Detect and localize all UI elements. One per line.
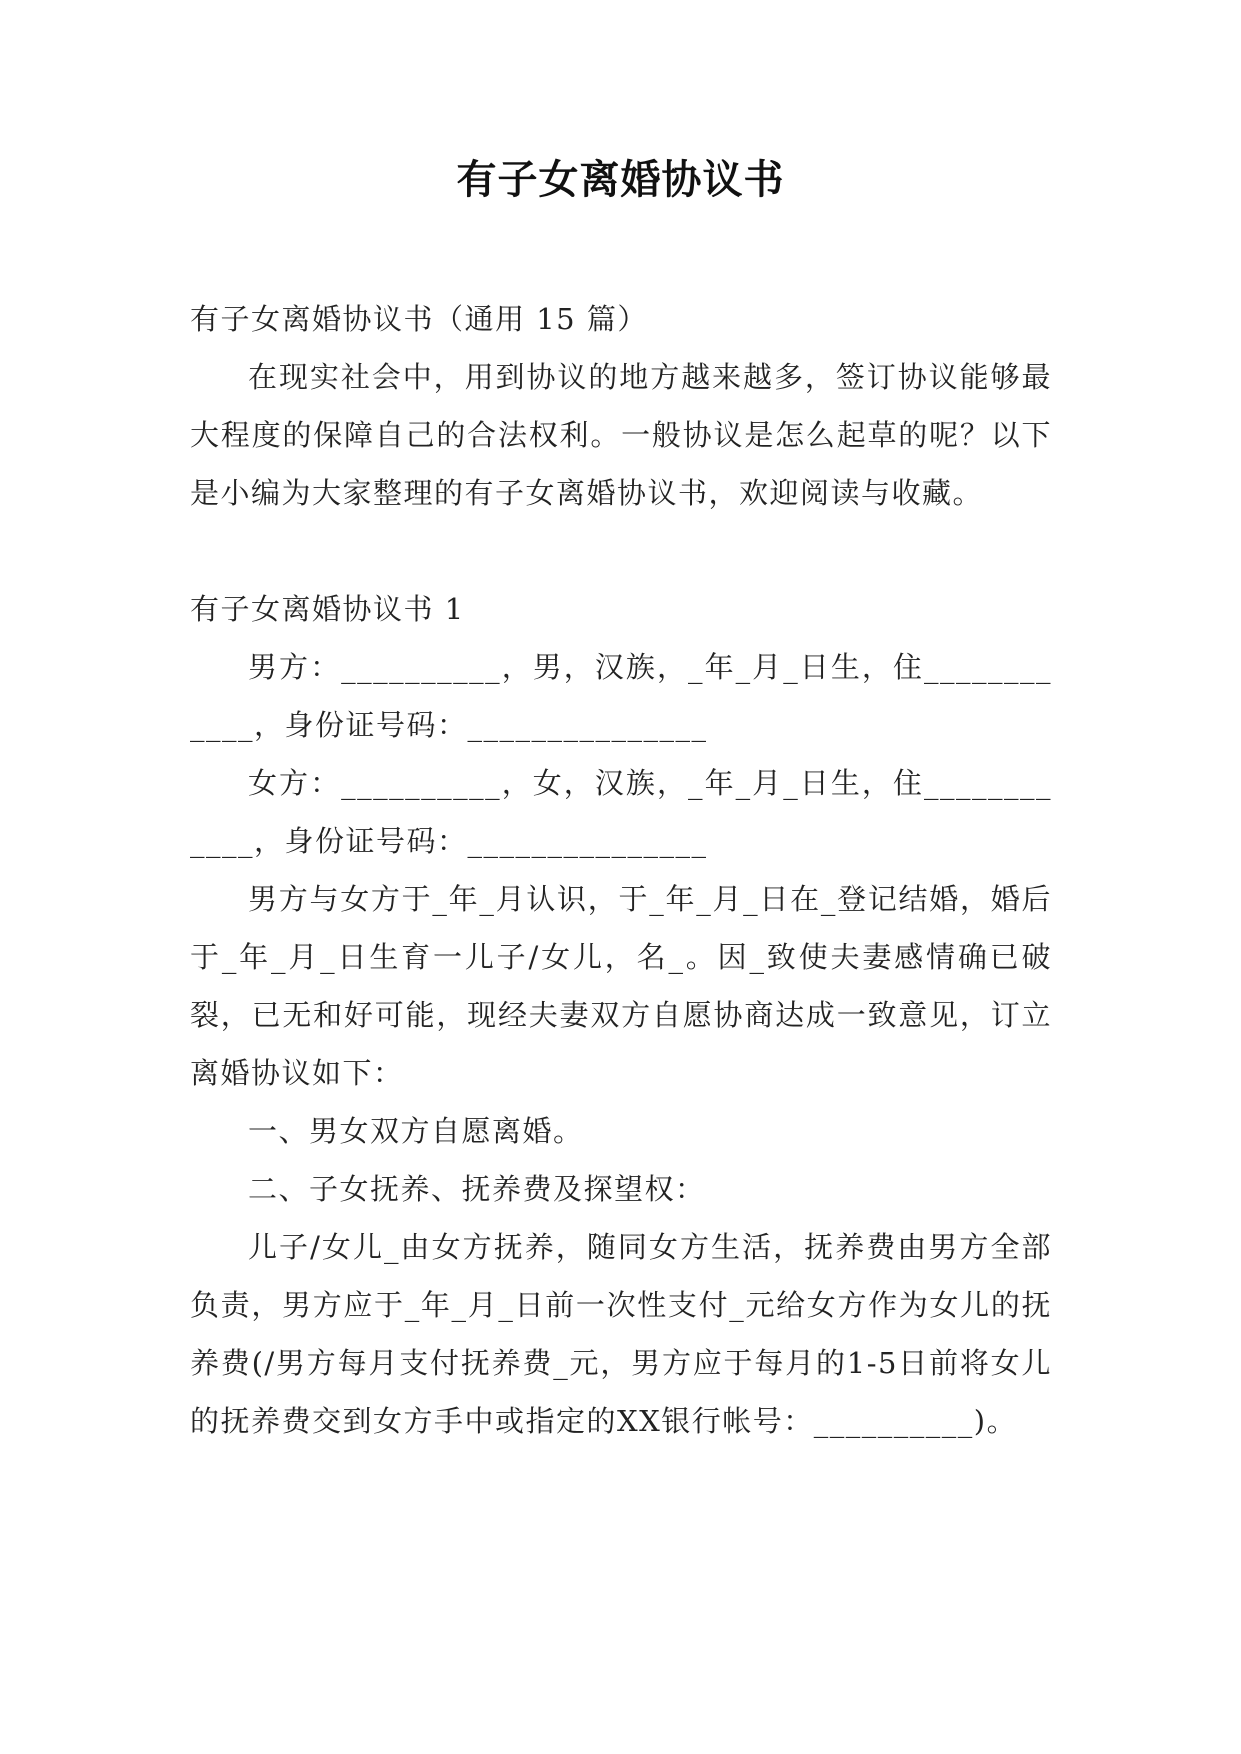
paragraph-clause-1: 一、男女双方自愿离婚。: [248, 1114, 584, 1148]
document-subtitle: 有子女离婚协议书（通用 15 篇）: [190, 302, 648, 336]
paragraph-female-party: 女方：__________，女，汉族，_年_月_日生，住____________，身份证号码：_______________: [190, 766, 1052, 858]
paragraph-clause-2: 二、子女抚养、抚养费及探望权：: [248, 1172, 706, 1206]
document-title: 有子女离婚协议书: [456, 157, 785, 203]
intro-paragraph: 在现实社会中，用到协议的地方越来越多，签订协议能够最大程度的保障自己的合法权利。一般协议是怎么起草的呢？以下是小编为大家整理的有子女离婚协议书，欢迎阅读与收藏。: [190, 360, 1052, 510]
document-body: [190, 290, 1052, 1450]
paragraph-marriage-facts: 男方与女方于_年_月认识，于_年_月_日在_登记结婚，婚后于_年_月_日生育一儿子/女儿，名_。因_致使夫妻感情确已破裂，已无和好可能，现经夫妻双方自愿协商达成一致意见，订立离婚协议如下：: [190, 882, 1052, 1090]
paragraph-male-party: 男方：__________，男，汉族，_年_月_日生，住____________，身份证号码：_______________: [190, 650, 1052, 742]
paragraph-child-support: 儿子/女儿_由女方抚养，随同女方生活，抚养费由男方全部负责，男方应于_年_月_日前一次性支付_元给女方作为女儿的抚养费(/男方每月支付抚养费_元，男方应于每月的1-5日前将女儿的抚养费交到女方手中或指定的XX银行帐号：__________)。: [190, 1230, 1052, 1438]
section-heading: 有子女离婚协议书 1: [190, 592, 465, 626]
